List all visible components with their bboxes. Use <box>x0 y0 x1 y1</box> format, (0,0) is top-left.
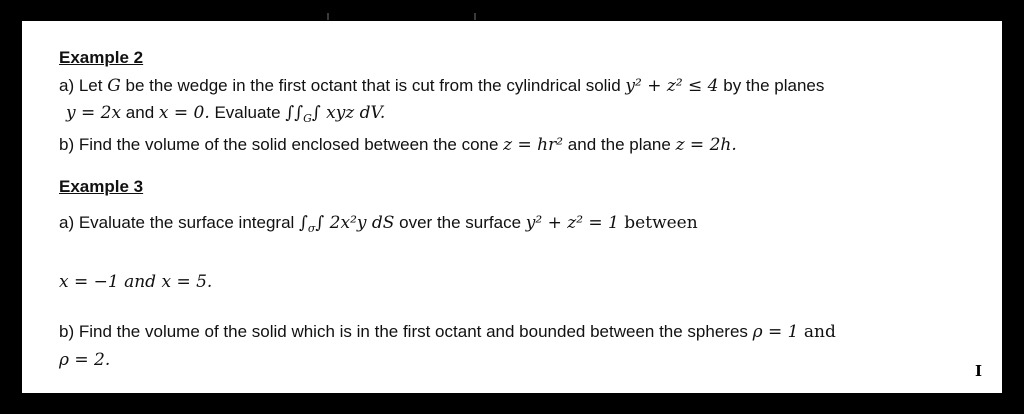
part-a-label: a) Let <box>59 76 108 95</box>
x-range: x = −1 and x = 5. <box>59 272 213 292</box>
example-2-part-a-line-1 <box>59 75 824 97</box>
example-3-part-a-line-2 <box>59 271 212 293</box>
surface-equation: y² + z² = 1 <box>525 213 619 233</box>
plane-equation-2: x = 0. <box>158 103 210 123</box>
surface-integrand: ∫ 2x²y dS <box>315 213 395 233</box>
top-mark-left <box>327 13 329 20</box>
example-3-part-a-line-1 <box>59 212 698 240</box>
cone-equation: z = hr² <box>503 135 564 155</box>
plane-equation: z = 2h. <box>675 135 737 155</box>
var-g: G <box>107 76 121 96</box>
evaluate-text: Evaluate <box>209 103 286 122</box>
part-a-text: be the wedge in the first octant that is cut from the cylindrical solid <box>120 76 626 95</box>
example-2-heading: Example 2 <box>59 48 144 67</box>
part-b-text-2: and the plane <box>563 135 676 154</box>
part-a-text-2: over the surface <box>394 213 526 232</box>
cylinder-inequality: y² + z² ≤ 4 <box>625 76 719 96</box>
between-text: between <box>618 213 698 233</box>
surface-integral-symbol: ∫ <box>299 213 308 233</box>
text-cursor-icon: I <box>975 362 983 380</box>
integrand: ∫ xyz dV. <box>311 103 386 123</box>
plane-equation-1: y = 2x <box>66 103 122 123</box>
integral-symbol: ∫∫ <box>285 103 304 123</box>
part-a-text: a) Evaluate the surface integral <box>59 213 300 232</box>
and-text: and <box>121 103 159 122</box>
example-2-part-b <box>59 134 737 156</box>
and-text: and <box>798 322 836 342</box>
example-3-part-b-line-1 <box>59 321 836 343</box>
top-mark-right <box>474 13 476 20</box>
part-a-text-2: by the planes <box>718 76 825 95</box>
sphere-2-equation: ρ = 2. <box>59 350 111 370</box>
sphere-1-equation: ρ = 1 <box>752 322 799 342</box>
example-3-part-b-line-2 <box>59 349 110 371</box>
integral-subscript: G <box>303 112 312 125</box>
part-b-text: b) Find the volume of the solid which is in the first octant and bounded between the spheres <box>59 322 753 341</box>
example-3-heading: Example 3 <box>59 177 144 196</box>
example-2-part-a-line-2 <box>66 102 385 130</box>
part-b-text: b) Find the volume of the solid enclosed between the cone <box>59 135 504 154</box>
surface-integral-subscript: σ <box>307 222 316 235</box>
